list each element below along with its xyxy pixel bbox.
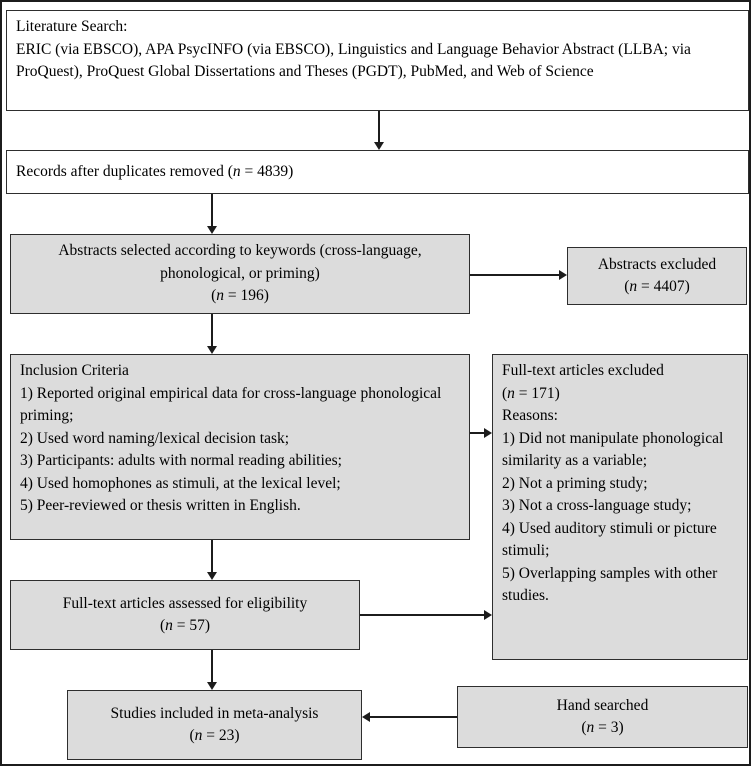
count-open: ( (159, 617, 166, 634)
inclusion-criteria-item: 5) Peer-reviewed or thesis written in English. (20, 497, 301, 514)
n-symbol: n (507, 384, 515, 402)
count-value: = 23) (202, 727, 240, 744)
n-symbol: n (629, 278, 638, 295)
fulltext-excluded-item: 5) Overlapping samples with other studies. (502, 564, 718, 604)
fulltext-excluded-item: 3) Not a cross-language study; (502, 497, 692, 514)
count-open: ( (211, 287, 217, 305)
hand-searched-count (467, 717, 738, 740)
count-value: = 3) (594, 719, 624, 736)
count-open: ( (189, 727, 195, 744)
records-text-line (16, 161, 739, 184)
abstracts-selected-count (20, 285, 460, 308)
abstracts-excluded-text: Abstracts excluded (597, 255, 717, 273)
arrow-records-to-abstracts (211, 194, 213, 226)
count-open: ( (502, 384, 508, 402)
abstracts-selected-box (10, 234, 470, 314)
records-text: Records after duplicates removed ( (16, 162, 233, 180)
literature-search-box (6, 10, 749, 111)
inclusion-criteria-item: 2) Used word naming/lexical decision task; (20, 429, 290, 447)
fulltext-excluded-item: 1) Did not manipulate phonological similarity as a variable; (502, 429, 724, 469)
arrow-abstracts-to-excluded (470, 274, 559, 276)
records-box (6, 150, 749, 194)
abstracts-selected-text: Abstracts selected according to keywords (cross-language, phonological, or priming) (58, 242, 422, 282)
count-value: = 4839) (240, 162, 294, 180)
inclusion-criteria-item: 1) Reported original empirical data for cross-language phonological priming; (20, 384, 442, 424)
count-value: = 57) (172, 617, 211, 634)
count-open: ( (624, 278, 630, 295)
count-value: = 171) (514, 384, 560, 402)
arrow-abstracts-to-inclusion (211, 314, 213, 346)
n-symbol: n (232, 162, 241, 180)
inclusion-criteria-item: 3) Participants: adults with normal reading abilities; (20, 452, 342, 469)
inclusion-criteria-box (10, 354, 470, 540)
fulltext-assessed-text: Full-text articles assessed for eligibility (62, 594, 308, 612)
studies-included-text: Studies included in meta-analysis (110, 704, 319, 722)
fulltext-assessed-box (10, 580, 360, 650)
hand-searched-box (457, 686, 748, 748)
arrow-handsearched-to-included (370, 716, 457, 718)
fulltext-excluded-item: 2) Not a priming study; (502, 474, 648, 492)
abstracts-excluded-count (577, 276, 737, 299)
arrow-assessed-to-included (211, 650, 213, 682)
arrow-inclusion-to-fulltext-excluded (470, 432, 484, 434)
fulltext-excluded-item: 4) Used auditory stimuli or picture stimuli; (502, 519, 717, 559)
n-symbol: n (586, 719, 595, 736)
studies-included-count (77, 725, 352, 748)
fulltext-excluded-reasons-label: Reasons: (502, 407, 558, 424)
arrow-assessed-to-fulltext-excluded (360, 614, 484, 616)
arrow-literature-to-records (378, 111, 380, 142)
count-value: = 196) (224, 287, 269, 305)
hand-searched-text: Hand searched (556, 696, 649, 714)
fulltext-assessed-count (20, 615, 350, 638)
studies-included-box (67, 690, 362, 760)
fulltext-excluded-count (502, 383, 738, 406)
count-value: = 4407) (637, 278, 690, 295)
literature-search-body: ERIC (via EBSCO), APA PsycINFO (via EBSCO), Linguistics and Language Behavior Abstract (LLBA; via ProQuest), ProQuest Global Dissertations and Theses (PGDT), PubMed, and Web of Science (16, 40, 691, 80)
n-symbol: n (194, 727, 203, 744)
n-symbol: n (216, 287, 224, 305)
inclusion-criteria-title: Inclusion Criteria (20, 362, 129, 379)
fulltext-excluded-box (492, 354, 748, 660)
inclusion-criteria-item: 4) Used homophones as stimuli, at the lexical level; (20, 474, 341, 492)
n-symbol: n (165, 617, 173, 634)
literature-search-title: Literature Search: (16, 18, 128, 35)
fulltext-excluded-title: Full-text articles excluded (502, 362, 664, 379)
count-open: ( (581, 719, 587, 736)
arrow-inclusion-to-assessed (211, 540, 213, 572)
abstracts-excluded-box (567, 247, 747, 305)
